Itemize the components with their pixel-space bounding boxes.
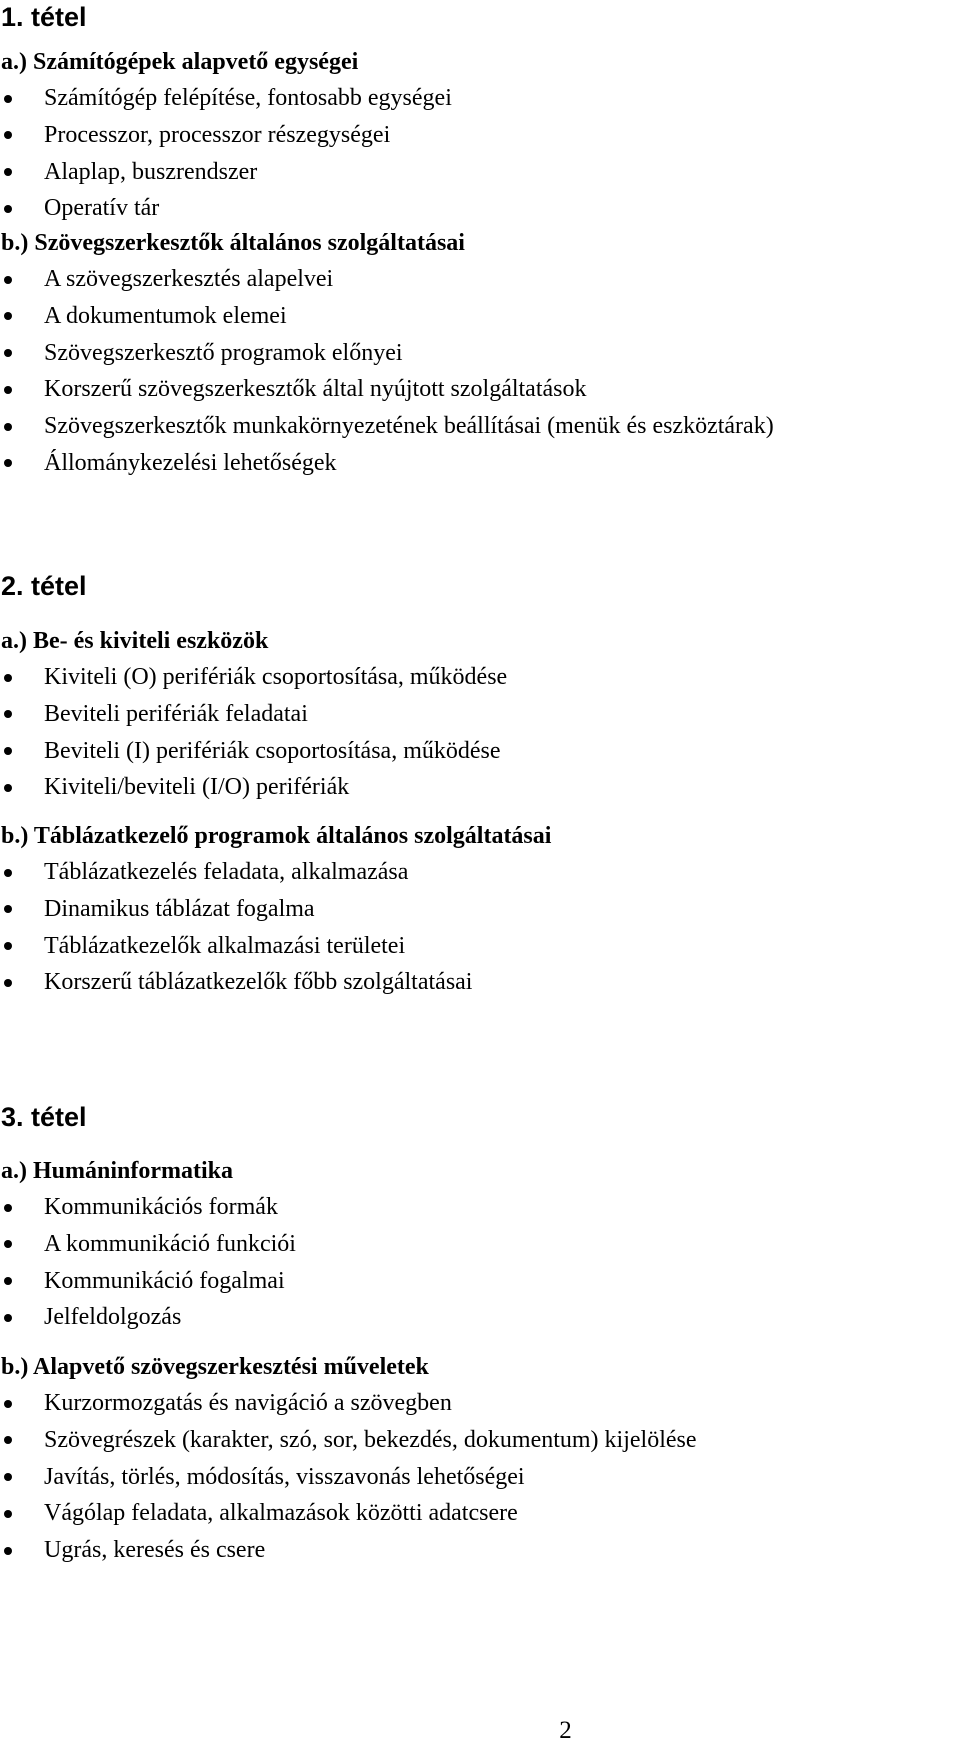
- bullet-icon: [4, 131, 12, 139]
- item-text: Kommunikációs formák: [44, 1194, 278, 1220]
- list-item: [0, 1459, 958, 1496]
- item-text: Kiviteli (O) perifériák csoportosítása, működése: [44, 664, 508, 690]
- section-heading: a.) Számítógépek alapvető egységei: [1, 49, 359, 75]
- item-text: Dinamikus táblázat fogalma: [44, 895, 315, 922]
- tetel-title: 3. tétel: [1, 1102, 87, 1132]
- list-item: [0, 408, 958, 445]
- list-item: [0, 1189, 958, 1226]
- item-text: Korszerű szövegszerkesztők által nyújtott szolgáltatások: [44, 376, 587, 403]
- item-list: [0, 854, 958, 1001]
- section-block: [0, 1349, 958, 1569]
- bullet-icon: [4, 747, 12, 755]
- bullet-icon: [4, 168, 12, 176]
- item-text: Szövegszerkesztők munkakörnyezetének beállításai (menük és eszköztárak): [44, 413, 774, 440]
- list-item: [0, 854, 958, 891]
- list-item: [0, 371, 958, 408]
- list-item: [0, 261, 958, 298]
- item-text: Vágólap feladata, alkalmazások közötti adatcsere: [44, 1500, 518, 1527]
- section-block: [0, 44, 958, 227]
- item-text: Jelfeldolgozás: [44, 1304, 182, 1331]
- item-list: [0, 1385, 958, 1569]
- list-item: [0, 733, 958, 770]
- item-text: A szövegszerkesztés alapelvei: [44, 266, 334, 292]
- item-list: [0, 659, 958, 806]
- bullet-icon: [4, 1240, 12, 1248]
- list-item: [0, 298, 958, 335]
- bullet-icon: [4, 1510, 12, 1518]
- bullet-icon: [4, 1547, 12, 1555]
- list-item: [0, 659, 958, 696]
- item-list: [0, 1189, 958, 1336]
- bullet-icon: [4, 979, 12, 987]
- item-text: Számítógép felépítése, fontosabb egységei: [44, 85, 452, 111]
- list-item: [0, 1495, 958, 1532]
- bullet-icon: [4, 1473, 12, 1481]
- item-text: Táblázatkezelők alkalmazási területei: [44, 932, 406, 959]
- item-text: Processzor, processzor részegységei: [44, 121, 391, 148]
- bullet-icon: [4, 1314, 12, 1322]
- list-item: [0, 1532, 958, 1569]
- bullet-icon: [4, 423, 12, 431]
- item-text: Kurzormozgatás és navigáció a szövegben: [44, 1390, 452, 1416]
- bullet-icon: [4, 1204, 12, 1212]
- bullet-icon: [4, 95, 12, 103]
- list-item: [0, 154, 958, 191]
- item-text: A dokumentumok elemei: [44, 302, 287, 329]
- item-text: Beviteli (I) perifériák csoportosítása, működése: [44, 737, 501, 764]
- item-text: Állománykezelési lehetőségek: [44, 449, 337, 476]
- list-item: [0, 891, 958, 928]
- bullet-icon: [4, 784, 12, 792]
- bullet-icon: [4, 905, 12, 913]
- item-text: Javítás, törlés, módosítás, visszavonás lehetőségei: [44, 1463, 525, 1490]
- list-item: [0, 696, 958, 733]
- bullet-icon: [4, 312, 12, 320]
- list-item: [0, 769, 958, 806]
- item-text: Kiviteli/beviteli (I/O) perifériák: [44, 774, 350, 801]
- list-item: [0, 1299, 958, 1336]
- page-number: 2: [559, 1717, 572, 1744]
- section-block: [0, 1153, 958, 1336]
- list-item: [0, 1385, 958, 1422]
- bullet-icon: [4, 276, 12, 284]
- bullet-icon: [4, 942, 12, 950]
- tetel-title: 1. tétel: [1, 2, 87, 32]
- item-text: Beviteli perifériák feladatai: [44, 700, 308, 727]
- section-block: [0, 225, 958, 482]
- section-block: [0, 818, 958, 1001]
- section-heading: b.) Táblázatkezelő programok általános szolgáltatásai: [1, 823, 552, 849]
- item-list: [0, 261, 958, 482]
- list-item: [0, 117, 958, 154]
- bullet-icon: [4, 459, 12, 467]
- tetel-title: 2. tétel: [1, 571, 87, 601]
- bullet-icon: [4, 386, 12, 394]
- list-item: [0, 964, 958, 1001]
- list-item: [0, 445, 958, 482]
- bullet-icon: [4, 869, 12, 877]
- bullet-icon: [4, 349, 12, 357]
- bullet-icon: [4, 1436, 12, 1444]
- bullet-icon: [4, 674, 12, 682]
- item-text: A kommunikáció funkciói: [44, 1230, 296, 1257]
- item-text: Táblázatkezelés feladata, alkalmazása: [44, 859, 409, 885]
- item-text: Ugrás, keresés és csere: [44, 1537, 266, 1564]
- list-item: [0, 335, 958, 372]
- item-list: [0, 80, 958, 227]
- list-item: [0, 80, 958, 117]
- item-text: Alaplap, buszrendszer: [44, 158, 258, 185]
- list-item: [0, 1263, 958, 1300]
- item-text: Operatív tár: [44, 195, 160, 222]
- list-item: [0, 1226, 958, 1263]
- list-item: [0, 928, 958, 965]
- bullet-icon: [4, 1400, 12, 1408]
- list-item: [0, 1422, 958, 1459]
- item-text: Korszerű táblázatkezelők főbb szolgáltatásai: [44, 969, 473, 996]
- bullet-icon: [4, 205, 12, 213]
- section-heading: a.) Humáninformatika: [1, 1158, 234, 1184]
- bullet-icon: [4, 1277, 12, 1285]
- section-heading: b.) Alapvető szövegszerkesztési műveletek: [1, 1354, 429, 1380]
- list-item: [0, 190, 958, 227]
- bullet-icon: [4, 710, 12, 718]
- section-heading: b.) Szövegszerkesztők általános szolgáltatásai: [1, 230, 465, 256]
- item-text: Kommunikáció fogalmai: [44, 1267, 285, 1294]
- section-block: [0, 623, 958, 806]
- item-text: Szövegrészek (karakter, szó, sor, bekezdés, dokumentum) kijelölése: [44, 1426, 697, 1453]
- section-heading: a.) Be- és kiviteli eszközök: [1, 628, 269, 654]
- item-text: Szövegszerkesztő programok előnyei: [44, 339, 403, 366]
